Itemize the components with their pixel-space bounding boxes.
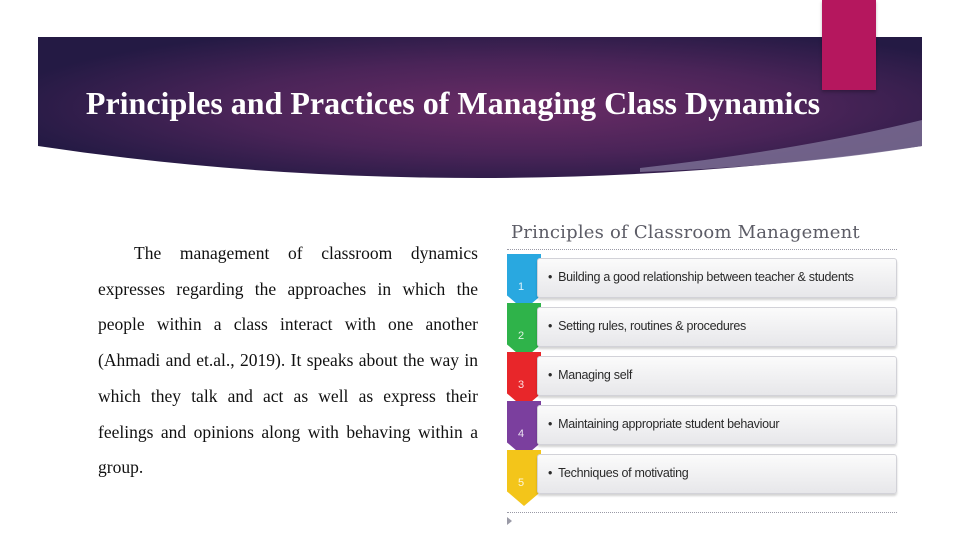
- principle-label-4: Maintaining appropriate student behaviour: [558, 417, 780, 431]
- end-arrow-icon: [507, 517, 512, 525]
- slide-title: Principles and Practices of Managing Class Dynamics: [85, 85, 821, 121]
- principle-row-1: [507, 258, 899, 302]
- principle-label-5: Techniques of motivating: [558, 466, 689, 480]
- principle-label-1: Building a good relationship between teacher & students: [558, 270, 854, 284]
- diagram-title: Principles of Classroom Management: [511, 222, 860, 243]
- principle-row-3: [507, 356, 899, 400]
- accent-box: [822, 0, 876, 90]
- principle-bar-1: [537, 258, 897, 298]
- principle-label-3: Managing self: [558, 368, 633, 382]
- bullet-4: •: [548, 417, 553, 431]
- principle-row-2: [507, 307, 899, 351]
- divider-bottom: [507, 512, 897, 513]
- principle-bar-3: [537, 356, 897, 396]
- bullet-1: •: [548, 270, 553, 284]
- principle-label-2: Setting rules, routines & procedures: [558, 319, 746, 333]
- principle-bar-4: [537, 405, 897, 445]
- bullet-3: •: [548, 368, 553, 382]
- number-label-4: 4: [517, 428, 525, 440]
- principle-bar-5: [537, 454, 897, 494]
- bullet-2: •: [548, 319, 553, 333]
- bullet-5: •: [548, 466, 553, 480]
- number-label-1: 1: [517, 281, 525, 293]
- principle-row-4: [507, 405, 899, 449]
- body-paragraph: The management of classroom dynamics expresses regarding the approaches in which the people within a class interact with one another (Ahmadi and et.al., 2019). It speaks about the way in which they talk and act as well as express their feelings and opinions along with behaving within a group.: [98, 243, 478, 478]
- principle-bar-2: [537, 307, 897, 347]
- number-label-5: 5: [517, 477, 525, 489]
- number-label-3: 3: [517, 379, 525, 391]
- number-label-2: 2: [517, 330, 525, 342]
- divider-top: [507, 249, 897, 250]
- principles-diagram: [505, 218, 900, 528]
- principle-row-5: [507, 454, 899, 498]
